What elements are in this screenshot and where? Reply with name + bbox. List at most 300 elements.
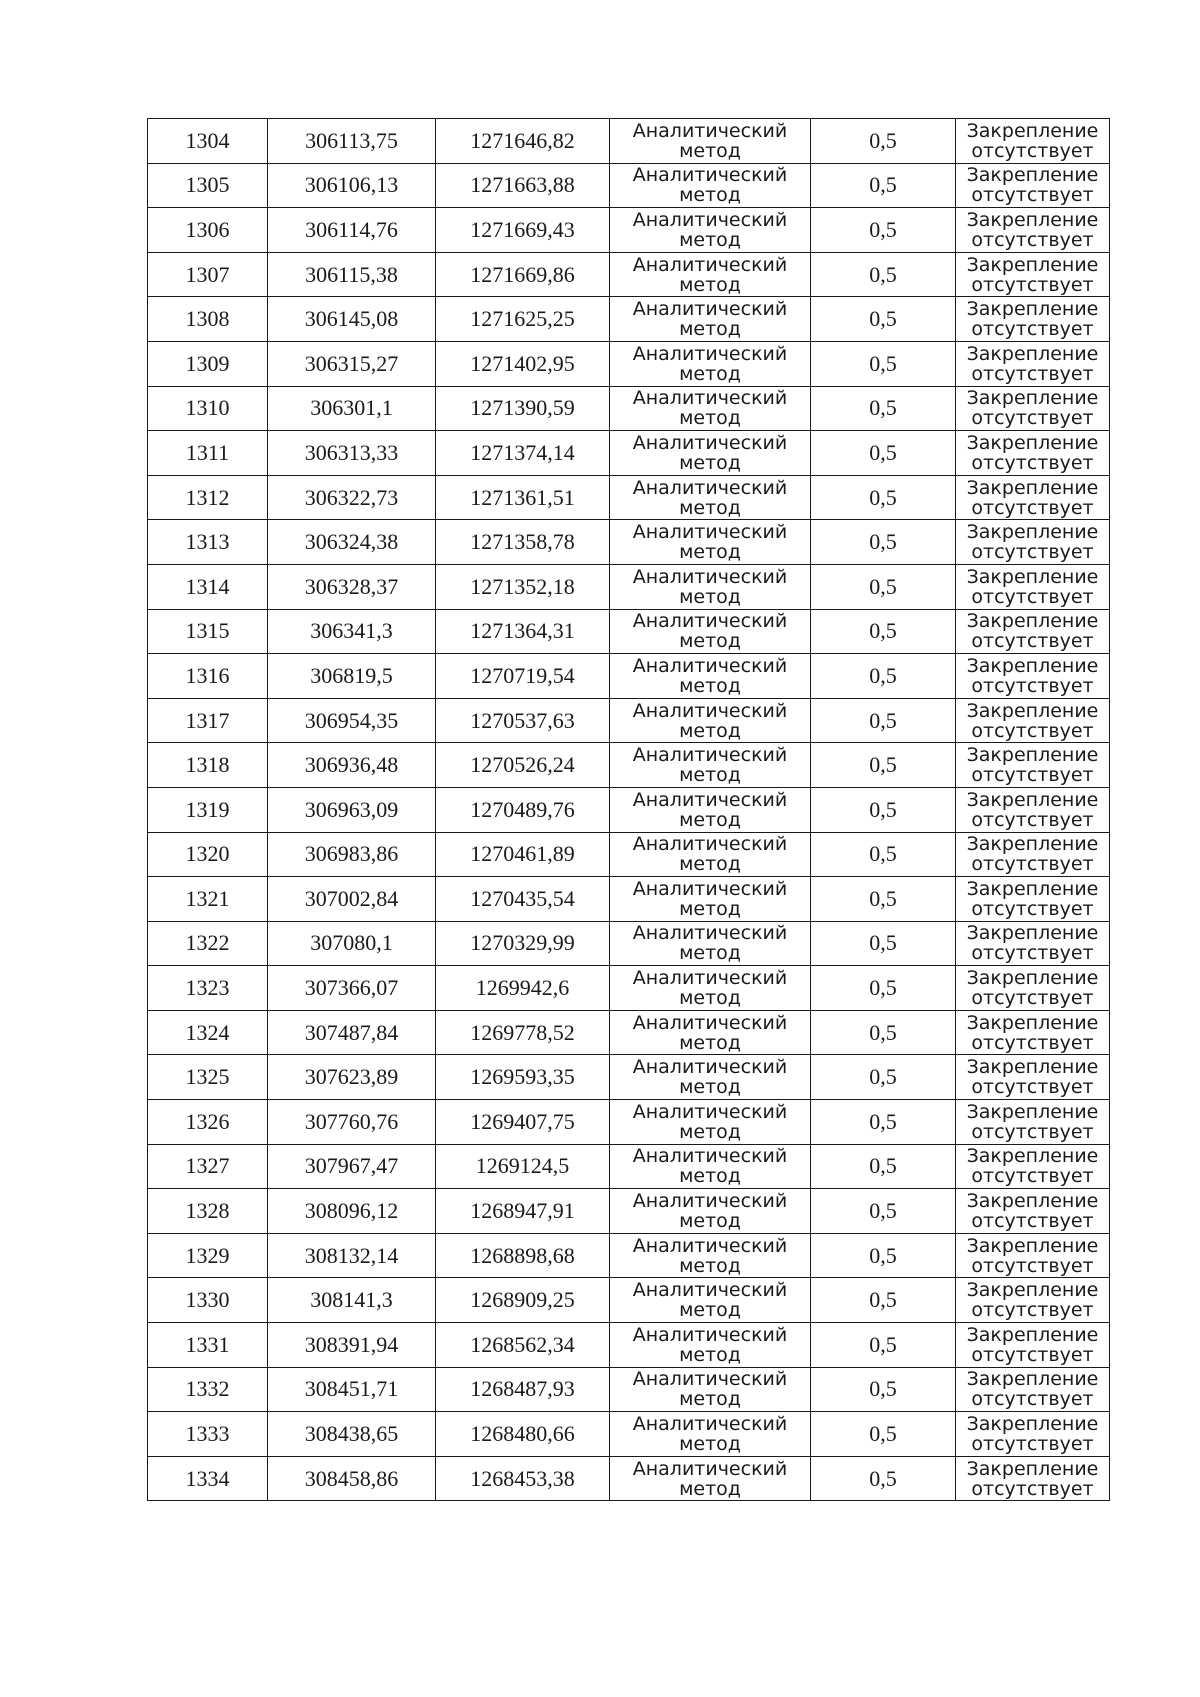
accuracy-cell: 0,5 (811, 743, 956, 788)
method-cell-line-1: Аналитический (632, 833, 788, 856)
fixation-cell (956, 386, 1110, 431)
fixation-cell-line-1: Закрепление (966, 521, 1099, 544)
method-cell-line-2: метод (679, 1076, 741, 1099)
method-cell-line-2: метод (679, 719, 741, 742)
x-coordinate-cell: 306322,73 (268, 475, 436, 520)
x-coordinate-cell: 306315,27 (268, 341, 436, 386)
method-cell (610, 1278, 811, 1323)
method-cell (610, 431, 811, 476)
fixation-cell (956, 341, 1110, 386)
point-number-cell: 1306 (148, 208, 268, 253)
fixation-cell-line-2: отсутствует (971, 764, 1094, 787)
fixation-cell-line-2: отсутствует (971, 139, 1094, 162)
method-cell (610, 743, 811, 788)
x-coordinate-cell: 306114,76 (268, 208, 436, 253)
point-number-cell: 1313 (148, 520, 268, 565)
fixation-cell-line-2: отсутствует (971, 362, 1094, 385)
fixation-cell-line-1: Закрепление (966, 387, 1099, 410)
method-cell (610, 163, 811, 208)
accuracy-cell: 0,5 (811, 163, 956, 208)
table-row (148, 921, 1110, 966)
point-number-cell: 1334 (148, 1456, 268, 1501)
x-coordinate-cell: 307366,07 (268, 966, 436, 1011)
fixation-cell-line-1: Закрепление (966, 1145, 1099, 1168)
method-cell (610, 1412, 811, 1457)
accuracy-cell: 0,5 (811, 1367, 956, 1412)
accuracy-cell: 0,5 (811, 297, 956, 342)
x-coordinate-cell: 308132,14 (268, 1233, 436, 1278)
method-cell-line-2: метод (679, 897, 741, 920)
method-cell (610, 1189, 811, 1234)
fixation-cell (956, 1456, 1110, 1501)
method-cell (610, 1100, 811, 1145)
fixation-cell-line-1: Закрепление (966, 1368, 1099, 1391)
y-coordinate-cell: 1268909,25 (436, 1278, 610, 1323)
fixation-cell (956, 1367, 1110, 1412)
fixation-cell (956, 921, 1110, 966)
fixation-cell-line-2: отсутствует (971, 1388, 1094, 1411)
fixation-cell-line-2: отсутствует (971, 942, 1094, 965)
accuracy-cell: 0,5 (811, 609, 956, 654)
method-cell-line-1: Аналитический (632, 699, 788, 722)
method-cell (610, 787, 811, 832)
fixation-cell-line-2: отсутствует (971, 987, 1094, 1010)
method-cell-line-2: метод (679, 1031, 741, 1054)
method-cell-line-2: метод (679, 1477, 741, 1500)
fixation-cell-line-2: отсутствует (971, 1120, 1094, 1143)
fixation-cell-line-1: Закрепление (966, 654, 1099, 677)
table-row (148, 609, 1110, 654)
table-row (148, 698, 1110, 743)
point-number-cell: 1327 (148, 1144, 268, 1189)
y-coordinate-cell: 1271625,25 (436, 297, 610, 342)
x-coordinate-cell: 308141,3 (268, 1278, 436, 1323)
method-cell (610, 877, 811, 922)
x-coordinate-cell: 306145,08 (268, 297, 436, 342)
table-row (148, 1189, 1110, 1234)
method-cell-line-2: метод (679, 1299, 741, 1322)
fixation-cell (956, 1189, 1110, 1234)
point-number-cell: 1323 (148, 966, 268, 1011)
fixation-cell (956, 1010, 1110, 1055)
method-cell (610, 1055, 811, 1100)
accuracy-cell: 0,5 (811, 787, 956, 832)
x-coordinate-cell: 306954,35 (268, 698, 436, 743)
y-coordinate-cell: 1268487,93 (436, 1367, 610, 1412)
method-cell-line-2: метод (679, 1388, 741, 1411)
x-coordinate-cell: 306963,09 (268, 787, 436, 832)
y-coordinate-cell: 1271663,88 (436, 163, 610, 208)
method-cell-line-1: Аналитический (632, 342, 788, 365)
x-coordinate-cell: 308438,65 (268, 1412, 436, 1457)
point-number-cell: 1325 (148, 1055, 268, 1100)
method-cell (610, 208, 811, 253)
method-cell-line-1: Аналитический (632, 788, 788, 811)
fixation-cell-line-1: Закрепление (966, 476, 1099, 499)
coordinates-table (147, 118, 1110, 1501)
fixation-cell-line-2: отсутствует (971, 674, 1094, 697)
fixation-cell-line-1: Закрепление (966, 1190, 1099, 1213)
method-cell-line-2: метод (679, 318, 741, 341)
accuracy-cell: 0,5 (811, 966, 956, 1011)
method-cell-line-2: метод (679, 407, 741, 430)
method-cell-line-2: метод (679, 139, 741, 162)
fixation-cell (956, 297, 1110, 342)
fixation-cell-line-2: отсутствует (971, 228, 1094, 251)
method-cell-line-1: Аналитический (632, 298, 788, 321)
method-cell-line-1: Аналитический (632, 431, 788, 454)
method-cell (610, 1367, 811, 1412)
fixation-cell (956, 564, 1110, 609)
y-coordinate-cell: 1270719,54 (436, 654, 610, 699)
accuracy-cell: 0,5 (811, 520, 956, 565)
y-coordinate-cell: 1270329,99 (436, 921, 610, 966)
fixation-cell-line-2: отсутствует (971, 719, 1094, 742)
y-coordinate-cell: 1270537,63 (436, 698, 610, 743)
y-coordinate-cell: 1271364,31 (436, 609, 610, 654)
x-coordinate-cell: 308451,71 (268, 1367, 436, 1412)
y-coordinate-cell: 1271669,43 (436, 208, 610, 253)
fixation-cell-line-1: Закрепление (966, 1234, 1099, 1257)
table-row (148, 787, 1110, 832)
method-cell-line-2: метод (679, 1120, 741, 1143)
y-coordinate-cell: 1271390,59 (436, 386, 610, 431)
accuracy-cell: 0,5 (811, 877, 956, 922)
x-coordinate-cell: 308458,86 (268, 1456, 436, 1501)
fixation-cell (956, 1323, 1110, 1368)
fixation-cell-line-1: Закрепление (966, 1279, 1099, 1302)
fixation-cell-line-2: отсутствует (971, 585, 1094, 608)
method-cell-line-2: метод (679, 853, 741, 876)
point-number-cell: 1315 (148, 609, 268, 654)
accuracy-cell: 0,5 (811, 1233, 956, 1278)
y-coordinate-cell: 1268562,34 (436, 1323, 610, 1368)
x-coordinate-cell: 308096,12 (268, 1189, 436, 1234)
method-cell-line-2: метод (679, 674, 741, 697)
fixation-cell (956, 654, 1110, 699)
point-number-cell: 1304 (148, 119, 268, 164)
x-coordinate-cell: 307002,84 (268, 877, 436, 922)
point-number-cell: 1320 (148, 832, 268, 877)
method-cell-line-2: метод (679, 942, 741, 965)
method-cell (610, 386, 811, 431)
table-row (148, 163, 1110, 208)
table-row (148, 1233, 1110, 1278)
table-row (148, 475, 1110, 520)
fixation-cell-line-1: Закрепление (966, 788, 1099, 811)
method-cell (610, 921, 811, 966)
point-number-cell: 1333 (148, 1412, 268, 1457)
method-cell-line-1: Аналитический (632, 1145, 788, 1168)
method-cell-line-1: Аналитический (632, 922, 788, 945)
accuracy-cell: 0,5 (811, 252, 956, 297)
point-number-cell: 1318 (148, 743, 268, 788)
fixation-cell-line-1: Закрепление (966, 922, 1099, 945)
method-cell-line-1: Аналитический (632, 1323, 788, 1346)
y-coordinate-cell: 1271646,82 (436, 119, 610, 164)
fixation-cell-line-2: отсутствует (971, 1433, 1094, 1456)
fixation-cell-line-1: Закрепление (966, 565, 1099, 588)
method-cell-line-2: метод (679, 451, 741, 474)
table-row (148, 119, 1110, 164)
accuracy-cell: 0,5 (811, 475, 956, 520)
x-coordinate-cell: 307760,76 (268, 1100, 436, 1145)
fixation-cell-line-2: отсутствует (971, 1210, 1094, 1233)
fixation-cell-line-1: Закрепление (966, 833, 1099, 856)
x-coordinate-cell: 307080,1 (268, 921, 436, 966)
fixation-cell (956, 1278, 1110, 1323)
table-row (148, 1412, 1110, 1457)
method-cell-line-2: метод (679, 184, 741, 207)
point-number-cell: 1330 (148, 1278, 268, 1323)
fixation-cell (956, 1100, 1110, 1145)
method-cell-line-2: метод (679, 1343, 741, 1366)
fixation-cell (956, 609, 1110, 654)
method-cell-line-1: Аналитический (632, 476, 788, 499)
fixation-cell (956, 475, 1110, 520)
method-cell-line-1: Аналитический (632, 877, 788, 900)
method-cell-line-1: Аналитический (632, 654, 788, 677)
x-coordinate-cell: 306983,86 (268, 832, 436, 877)
y-coordinate-cell: 1271361,51 (436, 475, 610, 520)
method-cell-line-2: метод (679, 630, 741, 653)
y-coordinate-cell: 1268947,91 (436, 1189, 610, 1234)
method-cell (610, 698, 811, 743)
point-number-cell: 1321 (148, 877, 268, 922)
table-row (148, 252, 1110, 297)
fixation-cell (956, 698, 1110, 743)
table-row (148, 297, 1110, 342)
y-coordinate-cell: 1268480,66 (436, 1412, 610, 1457)
x-coordinate-cell: 307967,47 (268, 1144, 436, 1189)
accuracy-cell: 0,5 (811, 1144, 956, 1189)
method-cell (610, 475, 811, 520)
accuracy-cell: 0,5 (811, 119, 956, 164)
method-cell-line-2: метод (679, 1254, 741, 1277)
table-row (148, 877, 1110, 922)
y-coordinate-cell: 1270526,24 (436, 743, 610, 788)
point-number-cell: 1329 (148, 1233, 268, 1278)
x-coordinate-cell: 306113,75 (268, 119, 436, 164)
x-coordinate-cell: 306819,5 (268, 654, 436, 699)
fixation-cell-line-1: Закрепление (966, 298, 1099, 321)
fixation-cell-line-2: отсутствует (971, 1299, 1094, 1322)
accuracy-cell: 0,5 (811, 386, 956, 431)
fixation-cell-line-2: отсутствует (971, 184, 1094, 207)
method-cell (610, 564, 811, 609)
method-cell (610, 119, 811, 164)
x-coordinate-cell: 306328,37 (268, 564, 436, 609)
accuracy-cell: 0,5 (811, 832, 956, 877)
table-row (148, 1010, 1110, 1055)
table-row (148, 1055, 1110, 1100)
fixation-cell-line-2: отсутствует (971, 897, 1094, 920)
accuracy-cell: 0,5 (811, 431, 956, 476)
fixation-cell-line-1: Закрепление (966, 1100, 1099, 1123)
fixation-cell-line-2: отсутствует (971, 630, 1094, 653)
accuracy-cell: 0,5 (811, 341, 956, 386)
method-cell (610, 520, 811, 565)
accuracy-cell: 0,5 (811, 1010, 956, 1055)
fixation-cell-line-1: Закрепление (966, 1056, 1099, 1079)
method-cell-line-1: Аналитический (632, 208, 788, 231)
table-row (148, 208, 1110, 253)
y-coordinate-cell: 1269778,52 (436, 1010, 610, 1055)
method-cell-line-1: Аналитический (632, 164, 788, 187)
method-cell-line-1: Аналитический (632, 744, 788, 767)
fixation-cell-line-2: отсутствует (971, 318, 1094, 341)
y-coordinate-cell: 1269942,6 (436, 966, 610, 1011)
point-number-cell: 1324 (148, 1010, 268, 1055)
method-cell-line-2: метод (679, 228, 741, 251)
point-number-cell: 1310 (148, 386, 268, 431)
method-cell-line-1: Аналитический (632, 1457, 788, 1480)
fixation-cell (956, 877, 1110, 922)
method-cell (610, 832, 811, 877)
method-cell (610, 297, 811, 342)
fixation-cell (956, 1233, 1110, 1278)
method-cell-line-1: Аналитический (632, 253, 788, 276)
point-number-cell: 1326 (148, 1100, 268, 1145)
x-coordinate-cell: 308391,94 (268, 1323, 436, 1368)
method-cell (610, 341, 811, 386)
y-coordinate-cell: 1268898,68 (436, 1233, 610, 1278)
method-cell-line-1: Аналитический (632, 119, 788, 142)
fixation-cell-line-1: Закрепление (966, 164, 1099, 187)
y-coordinate-cell: 1268453,38 (436, 1456, 610, 1501)
method-cell (610, 1144, 811, 1189)
fixation-cell-line-2: отсутствует (971, 496, 1094, 519)
accuracy-cell: 0,5 (811, 208, 956, 253)
point-number-cell: 1319 (148, 787, 268, 832)
fixation-cell (956, 163, 1110, 208)
method-cell-line-1: Аналитический (632, 387, 788, 410)
fixation-cell-line-1: Закрепление (966, 610, 1099, 633)
fixation-cell-line-2: отсутствует (971, 853, 1094, 876)
fixation-cell (956, 119, 1110, 164)
fixation-cell (956, 966, 1110, 1011)
accuracy-cell: 0,5 (811, 1412, 956, 1457)
fixation-cell (956, 743, 1110, 788)
fixation-cell-line-1: Закрепление (966, 253, 1099, 276)
method-cell-line-2: метод (679, 496, 741, 519)
point-number-cell: 1316 (148, 654, 268, 699)
x-coordinate-cell: 306115,38 (268, 252, 436, 297)
fixation-cell-line-1: Закрепление (966, 1457, 1099, 1480)
fixation-cell-line-1: Закрепление (966, 119, 1099, 142)
method-cell-line-1: Аналитический (632, 610, 788, 633)
accuracy-cell: 0,5 (811, 1323, 956, 1368)
method-cell (610, 252, 811, 297)
point-number-cell: 1308 (148, 297, 268, 342)
method-cell-line-1: Аналитический (632, 1234, 788, 1257)
x-coordinate-cell: 307487,84 (268, 1010, 436, 1055)
fixation-cell-line-2: отсутствует (971, 273, 1094, 296)
fixation-cell-line-1: Закрепление (966, 1413, 1099, 1436)
y-coordinate-cell: 1271669,86 (436, 252, 610, 297)
table-row (148, 520, 1110, 565)
accuracy-cell: 0,5 (811, 1456, 956, 1501)
point-number-cell: 1317 (148, 698, 268, 743)
method-cell-line-2: метод (679, 362, 741, 385)
method-cell (610, 1456, 811, 1501)
method-cell-line-1: Аналитический (632, 1100, 788, 1123)
method-cell-line-2: метод (679, 541, 741, 564)
table-row (148, 1456, 1110, 1501)
x-coordinate-cell: 307623,89 (268, 1055, 436, 1100)
method-cell (610, 1233, 811, 1278)
fixation-cell (956, 787, 1110, 832)
fixation-cell (956, 208, 1110, 253)
fixation-cell-line-2: отсутствует (971, 1254, 1094, 1277)
method-cell-line-2: метод (679, 987, 741, 1010)
point-number-cell: 1331 (148, 1323, 268, 1368)
table-row (148, 564, 1110, 609)
point-number-cell: 1332 (148, 1367, 268, 1412)
method-cell (610, 1323, 811, 1368)
fixation-cell (956, 832, 1110, 877)
point-number-cell: 1311 (148, 431, 268, 476)
fixation-cell-line-1: Закрепление (966, 1011, 1099, 1034)
y-coordinate-cell: 1271402,95 (436, 341, 610, 386)
method-cell-line-2: метод (679, 1433, 741, 1456)
method-cell (610, 609, 811, 654)
fixation-cell-line-2: отсутствует (971, 808, 1094, 831)
fixation-cell-line-2: отсутствует (971, 1031, 1094, 1054)
y-coordinate-cell: 1271374,14 (436, 431, 610, 476)
fixation-cell-line-1: Закрепление (966, 699, 1099, 722)
fixation-cell-line-1: Закрепление (966, 877, 1099, 900)
fixation-cell (956, 1412, 1110, 1457)
fixation-cell (956, 520, 1110, 565)
point-number-cell: 1322 (148, 921, 268, 966)
point-number-cell: 1314 (148, 564, 268, 609)
y-coordinate-cell: 1269407,75 (436, 1100, 610, 1145)
method-cell-line-1: Аналитический (632, 1190, 788, 1213)
fixation-cell-line-1: Закрепление (966, 431, 1099, 454)
method-cell-line-1: Аналитический (632, 1056, 788, 1079)
method-cell-line-2: метод (679, 1210, 741, 1233)
point-number-cell: 1305 (148, 163, 268, 208)
y-coordinate-cell: 1269593,35 (436, 1055, 610, 1100)
x-coordinate-cell: 306341,3 (268, 609, 436, 654)
table-row (148, 1278, 1110, 1323)
method-cell-line-1: Аналитический (632, 565, 788, 588)
fixation-cell-line-1: Закрепление (966, 967, 1099, 990)
table-row (148, 1100, 1110, 1145)
fixation-cell-line-1: Закрепление (966, 208, 1099, 231)
table-row (148, 832, 1110, 877)
table-row (148, 431, 1110, 476)
fixation-cell-line-2: отсутствует (971, 541, 1094, 564)
method-cell-line-1: Аналитический (632, 521, 788, 544)
table-row (148, 341, 1110, 386)
method-cell-line-1: Аналитический (632, 967, 788, 990)
table-row (148, 386, 1110, 431)
method-cell-line-1: Аналитический (632, 1368, 788, 1391)
method-cell-line-2: метод (679, 585, 741, 608)
fixation-cell-line-2: отсутствует (971, 407, 1094, 430)
y-coordinate-cell: 1271352,18 (436, 564, 610, 609)
table-row (148, 1144, 1110, 1189)
method-cell-line-2: метод (679, 764, 741, 787)
table-row (148, 1323, 1110, 1368)
fixation-cell-line-2: отсутствует (971, 1343, 1094, 1366)
y-coordinate-cell: 1270461,89 (436, 832, 610, 877)
x-coordinate-cell: 306324,38 (268, 520, 436, 565)
x-coordinate-cell: 306106,13 (268, 163, 436, 208)
accuracy-cell: 0,5 (811, 1278, 956, 1323)
